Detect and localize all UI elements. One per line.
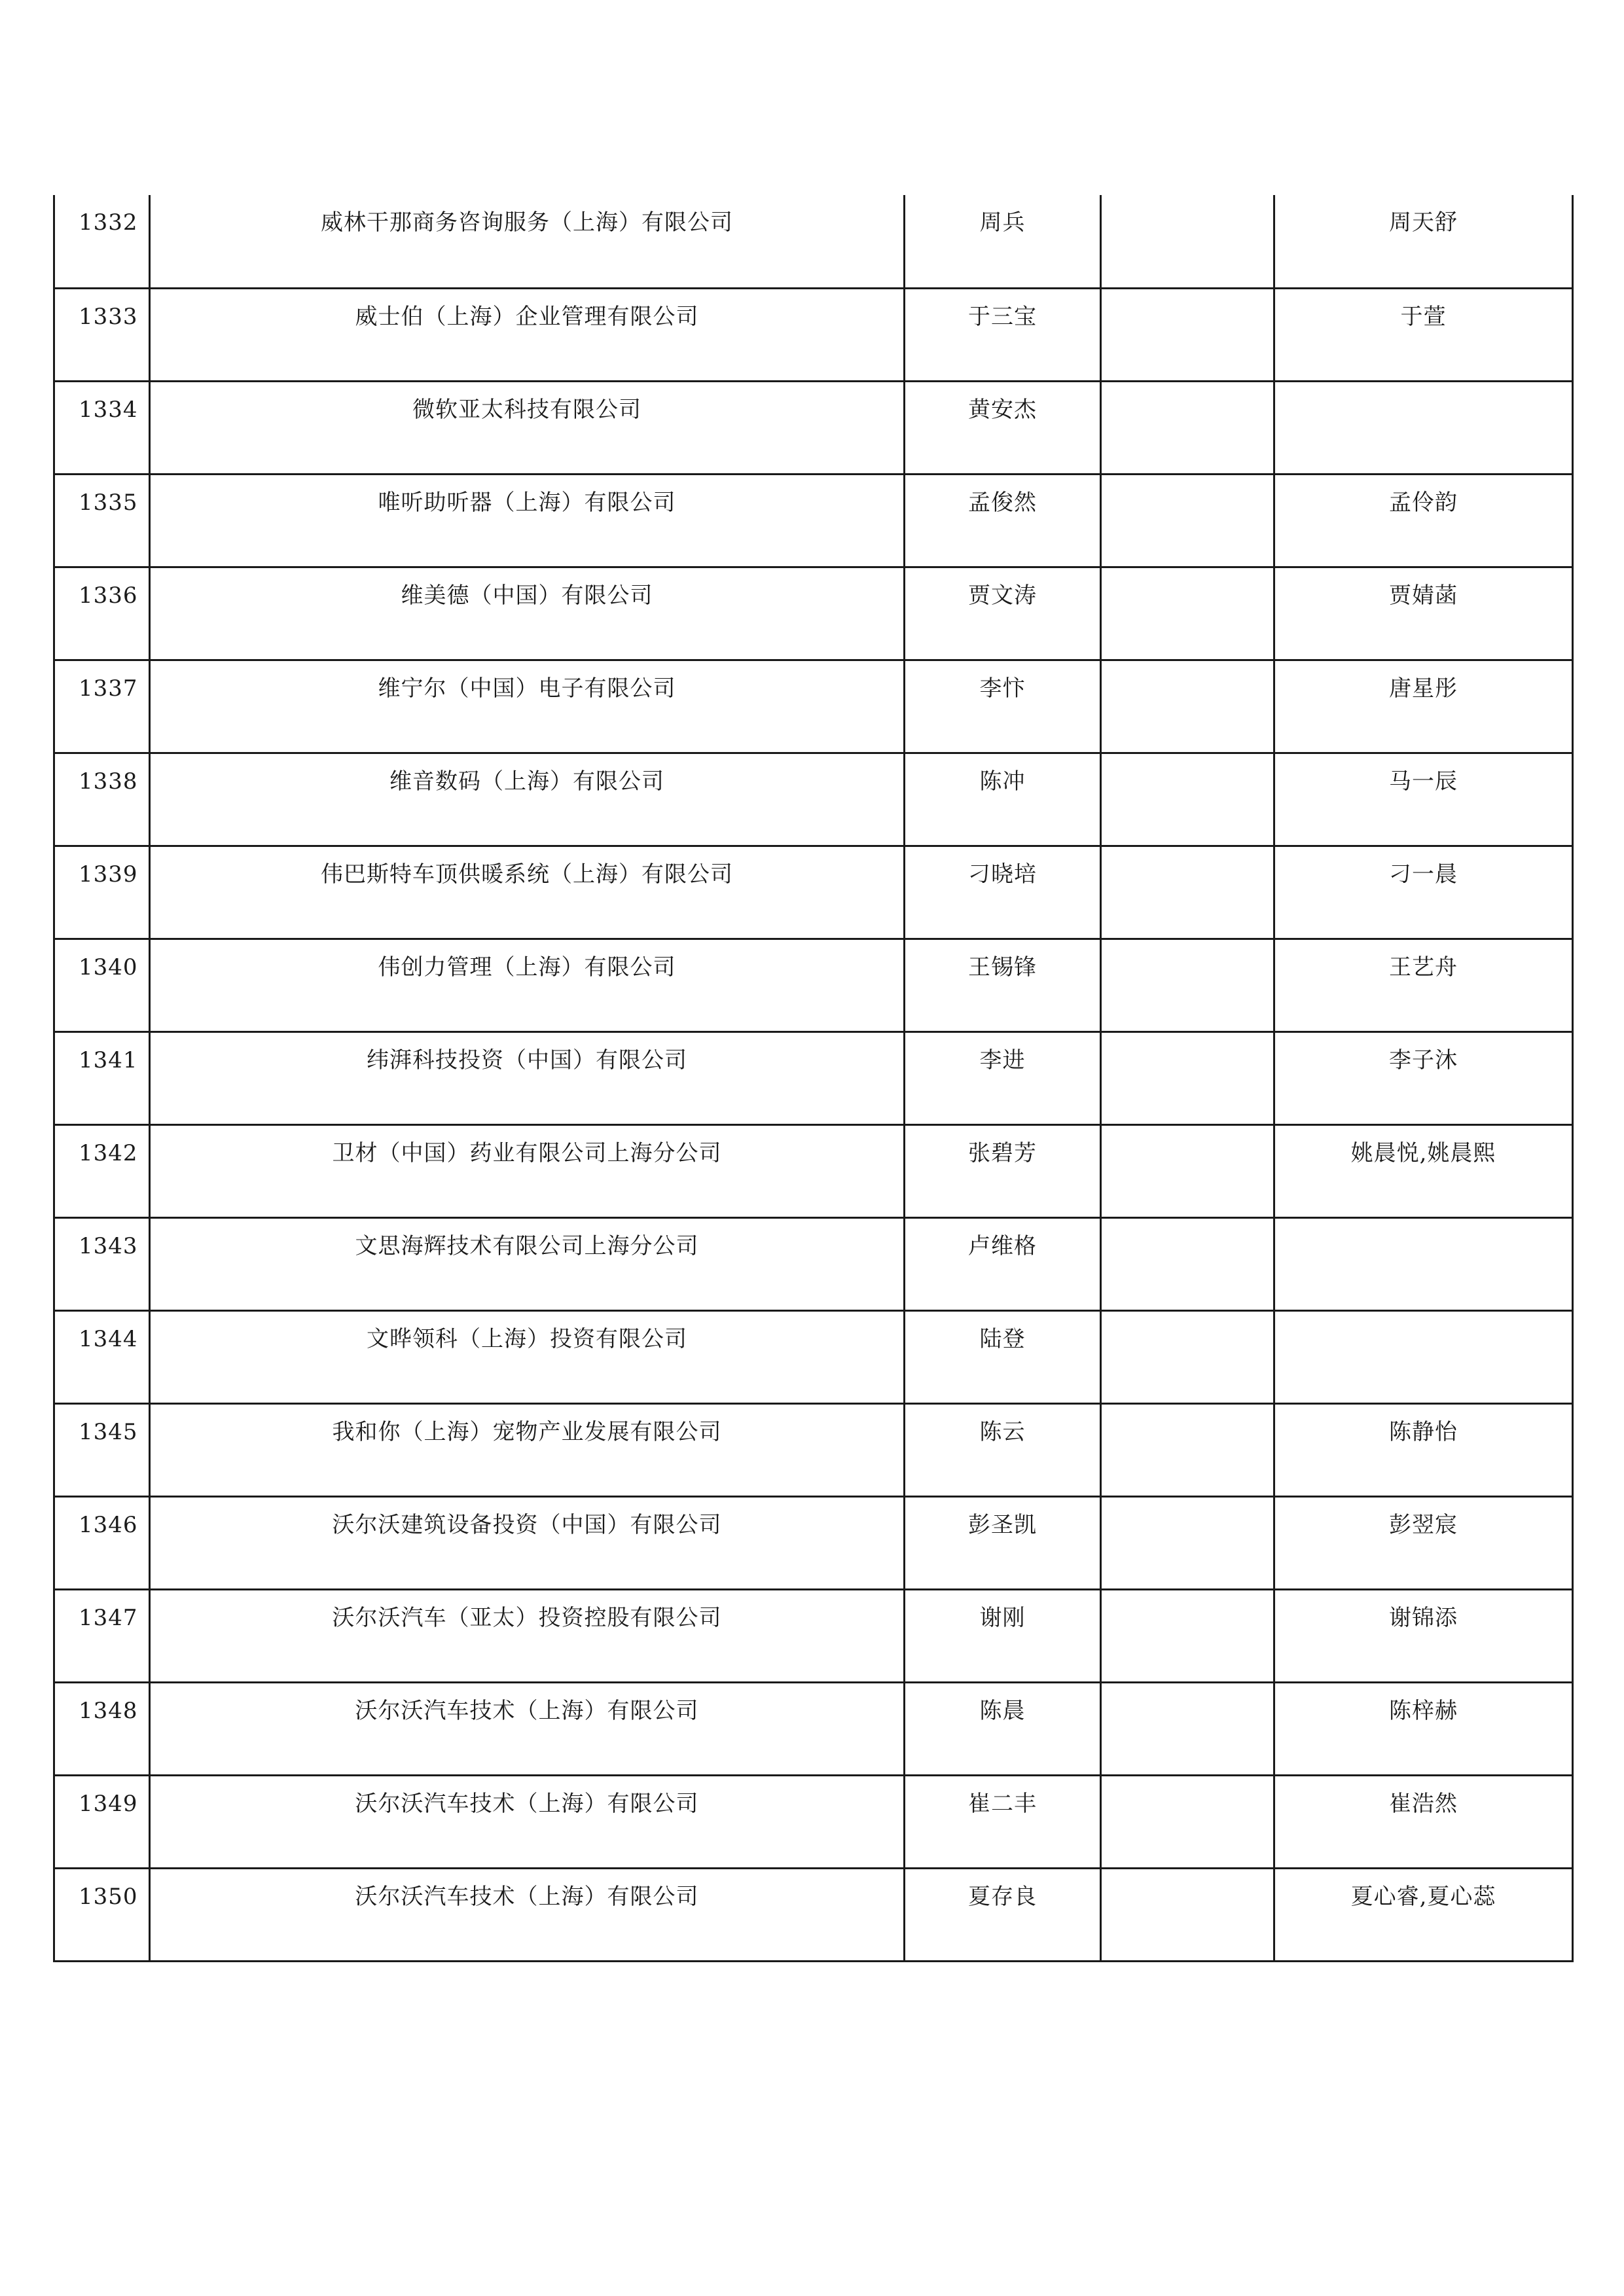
company-name-cell xyxy=(150,1217,905,1310)
company-name: 维宁尔（中国）电子有限公司 xyxy=(378,675,676,702)
table-row xyxy=(54,1682,1573,1775)
child-name: 崔浩然 xyxy=(1389,1790,1458,1817)
row-number: 1337 xyxy=(79,675,138,702)
child-name: 唐星彤 xyxy=(1389,675,1458,702)
employee-name: 张碧芳 xyxy=(968,1139,1037,1166)
company-name-cell xyxy=(150,288,905,381)
employee-name: 陆登 xyxy=(979,1325,1026,1352)
company-name: 威林干那商务咨询服务（上海）有限公司 xyxy=(321,209,733,236)
applicant-table xyxy=(53,195,1574,1962)
company-name: 伟巴斯特车顶供暖系统（上海）有限公司 xyxy=(321,861,733,888)
employee-name-cell xyxy=(905,1031,1101,1124)
row-number: 1348 xyxy=(79,1697,138,1724)
employee-name: 陈晨 xyxy=(979,1697,1026,1724)
employee-name-cell xyxy=(905,660,1101,753)
table-row xyxy=(54,1124,1573,1217)
row-number-cell xyxy=(54,567,150,660)
employee-name: 黄安杰 xyxy=(968,396,1037,423)
company-name: 纬湃科技投资（中国）有限公司 xyxy=(367,1047,687,1073)
row-number: 1334 xyxy=(79,396,138,423)
company-name-cell xyxy=(150,474,905,567)
employee-name-cell xyxy=(905,846,1101,939)
row-number-cell xyxy=(54,846,150,939)
child-name-cell xyxy=(1274,1403,1573,1496)
blank-cell-cell xyxy=(1101,1496,1274,1589)
employee-name: 夏存良 xyxy=(968,1883,1037,1910)
row-number: 1340 xyxy=(79,954,138,980)
company-name: 维美德（中国）有限公司 xyxy=(401,582,653,609)
child-name-cell xyxy=(1274,1589,1573,1682)
child-name: 李子沐 xyxy=(1389,1047,1458,1073)
row-number-cell xyxy=(54,195,150,288)
child-name: 谢锦添 xyxy=(1389,1604,1458,1631)
child-name-cell xyxy=(1274,1682,1573,1775)
row-number-cell xyxy=(54,1403,150,1496)
company-name: 文晔领科（上海）投资有限公司 xyxy=(367,1325,687,1352)
employee-name-cell xyxy=(905,1124,1101,1217)
employee-name-cell xyxy=(905,1682,1101,1775)
table-row xyxy=(54,1868,1573,1961)
row-number: 1338 xyxy=(79,768,138,795)
row-number: 1341 xyxy=(79,1047,138,1073)
blank-cell-cell xyxy=(1101,1031,1274,1124)
company-name-cell xyxy=(150,381,905,474)
child-name: 孟伶韵 xyxy=(1389,489,1458,516)
row-number: 1349 xyxy=(79,1790,138,1817)
company-name-cell xyxy=(150,1031,905,1124)
row-number-cell xyxy=(54,381,150,474)
company-name-cell xyxy=(150,1868,905,1961)
child-name-cell xyxy=(1274,567,1573,660)
company-name-cell xyxy=(150,939,905,1031)
table-row xyxy=(54,474,1573,567)
table-row xyxy=(54,846,1573,939)
employee-name-cell xyxy=(905,567,1101,660)
table-row xyxy=(54,567,1573,660)
company-name: 我和你（上海）宠物产业发展有限公司 xyxy=(332,1418,722,1445)
employee-name-cell xyxy=(905,1868,1101,1961)
company-name-cell xyxy=(150,753,905,846)
child-name-cell xyxy=(1274,381,1573,474)
child-name-cell xyxy=(1274,195,1573,288)
company-name: 沃尔沃建筑设备投资（中国）有限公司 xyxy=(332,1511,722,1538)
company-name-cell xyxy=(150,1775,905,1868)
company-name: 沃尔沃汽车（亚太）投资控股有限公司 xyxy=(332,1604,722,1631)
employee-name-cell xyxy=(905,381,1101,474)
table-row xyxy=(54,1403,1573,1496)
child-name: 彭翌宸 xyxy=(1389,1511,1458,1538)
table-row xyxy=(54,1775,1573,1868)
blank-cell-cell xyxy=(1101,288,1274,381)
employee-name-cell xyxy=(905,1775,1101,1868)
row-number: 1335 xyxy=(79,489,138,516)
table-row xyxy=(54,1217,1573,1310)
company-name: 沃尔沃汽车技术（上海）有限公司 xyxy=(355,1883,699,1910)
company-name: 伟创力管理（上海）有限公司 xyxy=(378,954,676,980)
table-body xyxy=(54,195,1573,1961)
company-name: 沃尔沃汽车技术（上海）有限公司 xyxy=(355,1697,699,1724)
row-number: 1342 xyxy=(79,1139,138,1166)
child-name-cell xyxy=(1274,1310,1573,1403)
table-row xyxy=(54,753,1573,846)
child-name-cell xyxy=(1274,288,1573,381)
row-number-cell xyxy=(54,1589,150,1682)
row-number-cell xyxy=(54,474,150,567)
row-number-cell xyxy=(54,1775,150,1868)
employee-name: 谢刚 xyxy=(979,1604,1026,1631)
blank-cell-cell xyxy=(1101,1775,1274,1868)
company-name: 卫材（中国）药业有限公司上海分公司 xyxy=(332,1139,722,1166)
child-name-cell xyxy=(1274,939,1573,1031)
company-name-cell xyxy=(150,1124,905,1217)
row-number-cell xyxy=(54,939,150,1031)
employee-name-cell xyxy=(905,753,1101,846)
blank-cell-cell xyxy=(1101,474,1274,567)
employee-name: 刁晓培 xyxy=(968,861,1037,888)
employee-name: 周兵 xyxy=(979,209,1026,236)
row-number-cell xyxy=(54,1868,150,1961)
company-name-cell xyxy=(150,195,905,288)
employee-name: 陈云 xyxy=(979,1418,1026,1445)
blank-cell-cell xyxy=(1101,939,1274,1031)
table-row xyxy=(54,1310,1573,1403)
company-name: 微软亚太科技有限公司 xyxy=(412,396,641,423)
table-row xyxy=(54,939,1573,1031)
child-name: 马一辰 xyxy=(1389,768,1458,795)
company-name: 沃尔沃汽车技术（上海）有限公司 xyxy=(355,1790,699,1817)
blank-cell-cell xyxy=(1101,1310,1274,1403)
employee-name-cell xyxy=(905,1217,1101,1310)
employee-name-cell xyxy=(905,1589,1101,1682)
company-name-cell xyxy=(150,846,905,939)
employee-name-cell xyxy=(905,288,1101,381)
employee-name: 李忭 xyxy=(979,675,1026,702)
child-name: 陈静怡 xyxy=(1389,1418,1458,1445)
blank-cell-cell xyxy=(1101,660,1274,753)
row-number-cell xyxy=(54,1124,150,1217)
child-name-cell xyxy=(1274,1124,1573,1217)
child-name: 王艺舟 xyxy=(1389,954,1458,980)
row-number: 1350 xyxy=(79,1883,138,1910)
child-name-cell xyxy=(1274,1217,1573,1310)
employee-name: 卢维格 xyxy=(968,1232,1037,1259)
child-name: 周天舒 xyxy=(1389,209,1458,236)
table-row xyxy=(54,288,1573,381)
row-number: 1345 xyxy=(79,1418,138,1445)
child-name-cell xyxy=(1274,660,1573,753)
blank-cell-cell xyxy=(1101,1124,1274,1217)
row-number: 1346 xyxy=(79,1511,138,1538)
employee-name: 李进 xyxy=(979,1047,1026,1073)
employee-name: 王锡锋 xyxy=(968,954,1037,980)
blank-cell-cell xyxy=(1101,1589,1274,1682)
table-row xyxy=(54,381,1573,474)
company-name-cell xyxy=(150,660,905,753)
blank-cell-cell xyxy=(1101,1682,1274,1775)
child-name: 刁一晨 xyxy=(1389,861,1458,888)
company-name: 维音数码（上海）有限公司 xyxy=(389,768,664,795)
employee-name-cell xyxy=(905,195,1101,288)
table-row xyxy=(54,1031,1573,1124)
blank-cell-cell xyxy=(1101,1217,1274,1310)
employee-name: 于三宝 xyxy=(968,303,1037,330)
row-number-cell xyxy=(54,288,150,381)
row-number-cell xyxy=(54,1217,150,1310)
row-number: 1347 xyxy=(79,1604,138,1631)
employee-name-cell xyxy=(905,1403,1101,1496)
row-number-cell xyxy=(54,1310,150,1403)
company-name-cell xyxy=(150,567,905,660)
table-row xyxy=(54,1496,1573,1589)
company-name: 威士伯（上海）企业管理有限公司 xyxy=(355,303,699,330)
blank-cell-cell xyxy=(1101,753,1274,846)
child-name: 贾婧菡 xyxy=(1389,582,1458,609)
row-number: 1332 xyxy=(79,209,138,236)
child-name-cell xyxy=(1274,1868,1573,1961)
blank-cell-cell xyxy=(1101,195,1274,288)
company-name-cell xyxy=(150,1310,905,1403)
child-name-cell xyxy=(1274,474,1573,567)
row-number: 1336 xyxy=(79,582,138,609)
employee-name-cell xyxy=(905,939,1101,1031)
child-name: 陈梓赫 xyxy=(1389,1697,1458,1724)
employee-name-cell xyxy=(905,474,1101,567)
child-name-cell xyxy=(1274,1031,1573,1124)
row-number-cell xyxy=(54,1496,150,1589)
table-row xyxy=(54,1589,1573,1682)
company-name-cell xyxy=(150,1496,905,1589)
row-number-cell xyxy=(54,1682,150,1775)
company-name-cell xyxy=(150,1589,905,1682)
child-name: 夏心睿,夏心蕊 xyxy=(1350,1883,1496,1910)
employee-name: 孟俊然 xyxy=(968,489,1037,516)
employee-name-cell xyxy=(905,1310,1101,1403)
row-number-cell xyxy=(54,753,150,846)
table-row xyxy=(54,660,1573,753)
blank-cell-cell xyxy=(1101,381,1274,474)
employee-name: 彭圣凯 xyxy=(968,1511,1037,1538)
company-name: 唯听助听器（上海）有限公司 xyxy=(378,489,676,516)
child-name: 姚晨悦,姚晨熙 xyxy=(1350,1139,1496,1166)
company-name-cell xyxy=(150,1403,905,1496)
row-number-cell xyxy=(54,660,150,753)
child-name: 于萱 xyxy=(1400,303,1447,330)
employee-name: 陈冲 xyxy=(979,768,1026,795)
row-number: 1343 xyxy=(79,1232,138,1259)
child-name-cell xyxy=(1274,753,1573,846)
child-name-cell xyxy=(1274,846,1573,939)
row-number-cell xyxy=(54,1031,150,1124)
company-name: 文思海辉技术有限公司上海分公司 xyxy=(355,1232,699,1259)
company-name-cell xyxy=(150,1682,905,1775)
row-number: 1339 xyxy=(79,861,138,888)
table-row xyxy=(54,195,1573,288)
row-number: 1344 xyxy=(79,1325,138,1352)
blank-cell-cell xyxy=(1101,1868,1274,1961)
employee-name: 崔二丰 xyxy=(968,1790,1037,1817)
child-name-cell xyxy=(1274,1496,1573,1589)
employee-name-cell xyxy=(905,1496,1101,1589)
blank-cell-cell xyxy=(1101,567,1274,660)
employee-name: 贾文涛 xyxy=(968,582,1037,609)
blank-cell-cell xyxy=(1101,1403,1274,1496)
child-name-cell xyxy=(1274,1775,1573,1868)
row-number: 1333 xyxy=(79,303,138,330)
blank-cell-cell xyxy=(1101,846,1274,939)
